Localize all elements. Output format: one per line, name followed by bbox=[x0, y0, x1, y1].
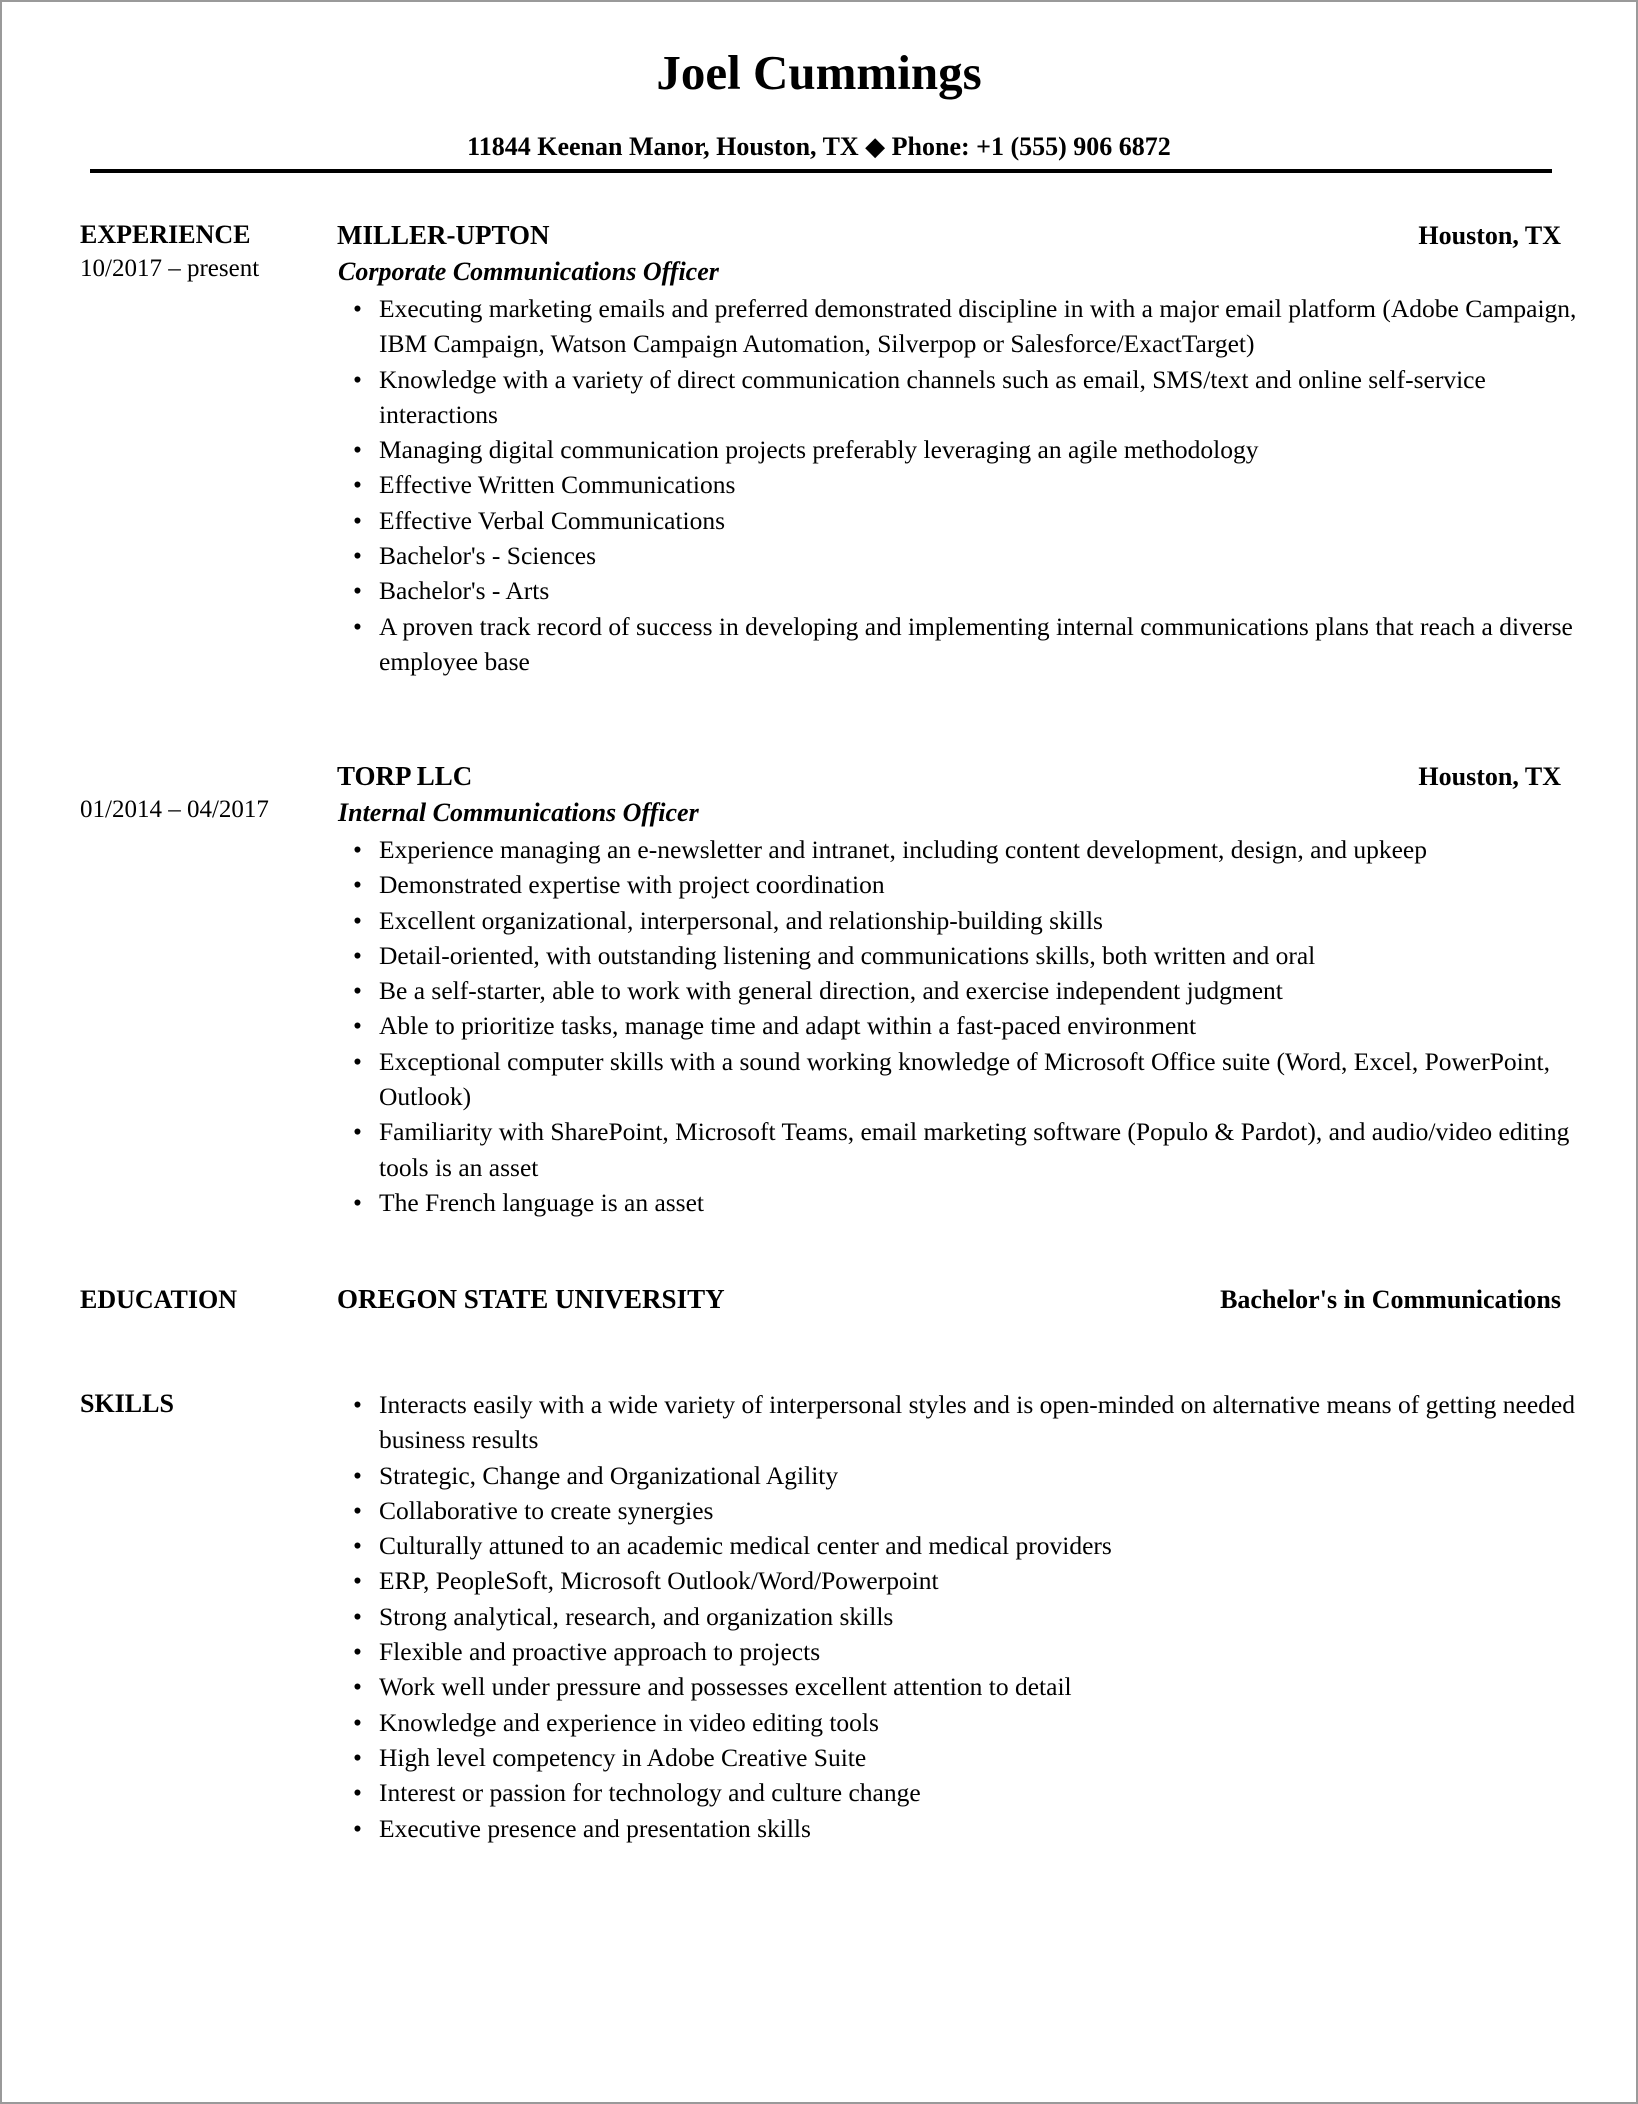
header-divider bbox=[90, 169, 1552, 173]
list-item: • ERP, PeopleSoft, Microsoft Outlook/Word/Powerpoint bbox=[379, 1563, 1609, 1598]
list-item: • Excellent organizational, interpersonal, and relationship-building skills bbox=[379, 903, 1609, 938]
job-title: Internal Communications Officer bbox=[338, 798, 699, 827]
list-item: • Familiarity with SharePoint, Microsoft Teams, email marketing software (Populo & Pardot), and audio/video editing tools is an asset bbox=[379, 1114, 1609, 1185]
list-item: • Interacts easily with a wide variety of interpersonal styles and is open-minded on alternative means of getting needed business results bbox=[379, 1387, 1609, 1458]
job-company: TORP LLC bbox=[337, 761, 473, 791]
list-item: • Demonstrated expertise with project coordination bbox=[379, 867, 1609, 902]
list-item: • Detail-oriented, with outstanding listening and communications skills, both written and oral bbox=[379, 938, 1609, 973]
section-label-skills: SKILLS bbox=[80, 1389, 174, 1418]
list-item: • Knowledge and experience in video editing tools bbox=[379, 1705, 1609, 1740]
job-bullets bbox=[337, 291, 1609, 679]
list-item: • Effective Verbal Communications bbox=[379, 503, 1609, 538]
list-item: • Experience managing an e-newsletter and intranet, including content development, design, and upkeep bbox=[379, 832, 1609, 867]
candidate-name: Joel Cummings bbox=[656, 45, 982, 100]
list-item: • Bachelor's - Arts bbox=[379, 573, 1609, 608]
section-label-education: EDUCATION bbox=[80, 1285, 237, 1314]
job-company: MILLER-UPTON bbox=[337, 220, 550, 250]
list-item: • Knowledge with a variety of direct communication channels such as email, SMS/text and online self-service interactions bbox=[379, 362, 1609, 433]
job-title: Corporate Communications Officer bbox=[338, 257, 719, 286]
list-item: • Interest or passion for technology and culture change bbox=[379, 1775, 1609, 1810]
list-item: • Bachelor's - Sciences bbox=[379, 538, 1609, 573]
job-dates: 10/2017 – present bbox=[80, 255, 260, 282]
job-bullets bbox=[337, 832, 1609, 1220]
education-degree: Bachelor's in Communications bbox=[1220, 1285, 1561, 1314]
list-item: • Be a self-starter, able to work with general direction, and exercise independent judgment bbox=[379, 973, 1609, 1008]
list-item: • Executing marketing emails and preferred demonstrated discipline in with a major email platform (Adobe Campaign, IBM Campaign, Watson Campaign Automation, Silverpop or Salesforce/ExactTarget) bbox=[379, 291, 1609, 362]
list-item: • Culturally attuned to an academic medical center and medical providers bbox=[379, 1528, 1609, 1563]
list-item: • Strategic, Change and Organizational Agility bbox=[379, 1458, 1609, 1493]
contact-line: 11844 Keenan Manor, Houston, TX ◆ Phone: +1 (555) 906 6872 bbox=[467, 132, 1171, 161]
list-item: • Collaborative to create synergies bbox=[379, 1493, 1609, 1528]
job-location: Houston, TX bbox=[1418, 221, 1561, 250]
list-item: • Executive presence and presentation skills bbox=[379, 1811, 1609, 1846]
list-item: • Strong analytical, research, and organization skills bbox=[379, 1599, 1609, 1634]
job-dates: 01/2014 – 04/2017 bbox=[80, 796, 269, 823]
list-item: • Work well under pressure and possesses excellent attention to detail bbox=[379, 1669, 1609, 1704]
list-item: • Able to prioritize tasks, manage time and adapt within a fast-paced environment bbox=[379, 1008, 1609, 1043]
list-item: • Flexible and proactive approach to projects bbox=[379, 1634, 1609, 1669]
list-item: • A proven track record of success in developing and implementing internal communications plans that reach a diverse employee base bbox=[379, 609, 1609, 680]
list-item: • Managing digital communication projects preferably leveraging an agile methodology bbox=[379, 432, 1609, 467]
list-item: • Effective Written Communications bbox=[379, 467, 1609, 502]
list-item: • High level competency in Adobe Creative Suite bbox=[379, 1740, 1609, 1775]
skills-list bbox=[337, 1387, 1609, 1846]
list-item: • The French language is an asset bbox=[379, 1185, 1609, 1220]
list-item: • Exceptional computer skills with a sound working knowledge of Microsoft Office suite (Word, Excel, PowerPoint, Outlook) bbox=[379, 1044, 1609, 1115]
education-school: OREGON STATE UNIVERSITY bbox=[337, 1284, 725, 1314]
section-label-experience: EXPERIENCE bbox=[80, 220, 251, 249]
job-location: Houston, TX bbox=[1418, 762, 1561, 791]
